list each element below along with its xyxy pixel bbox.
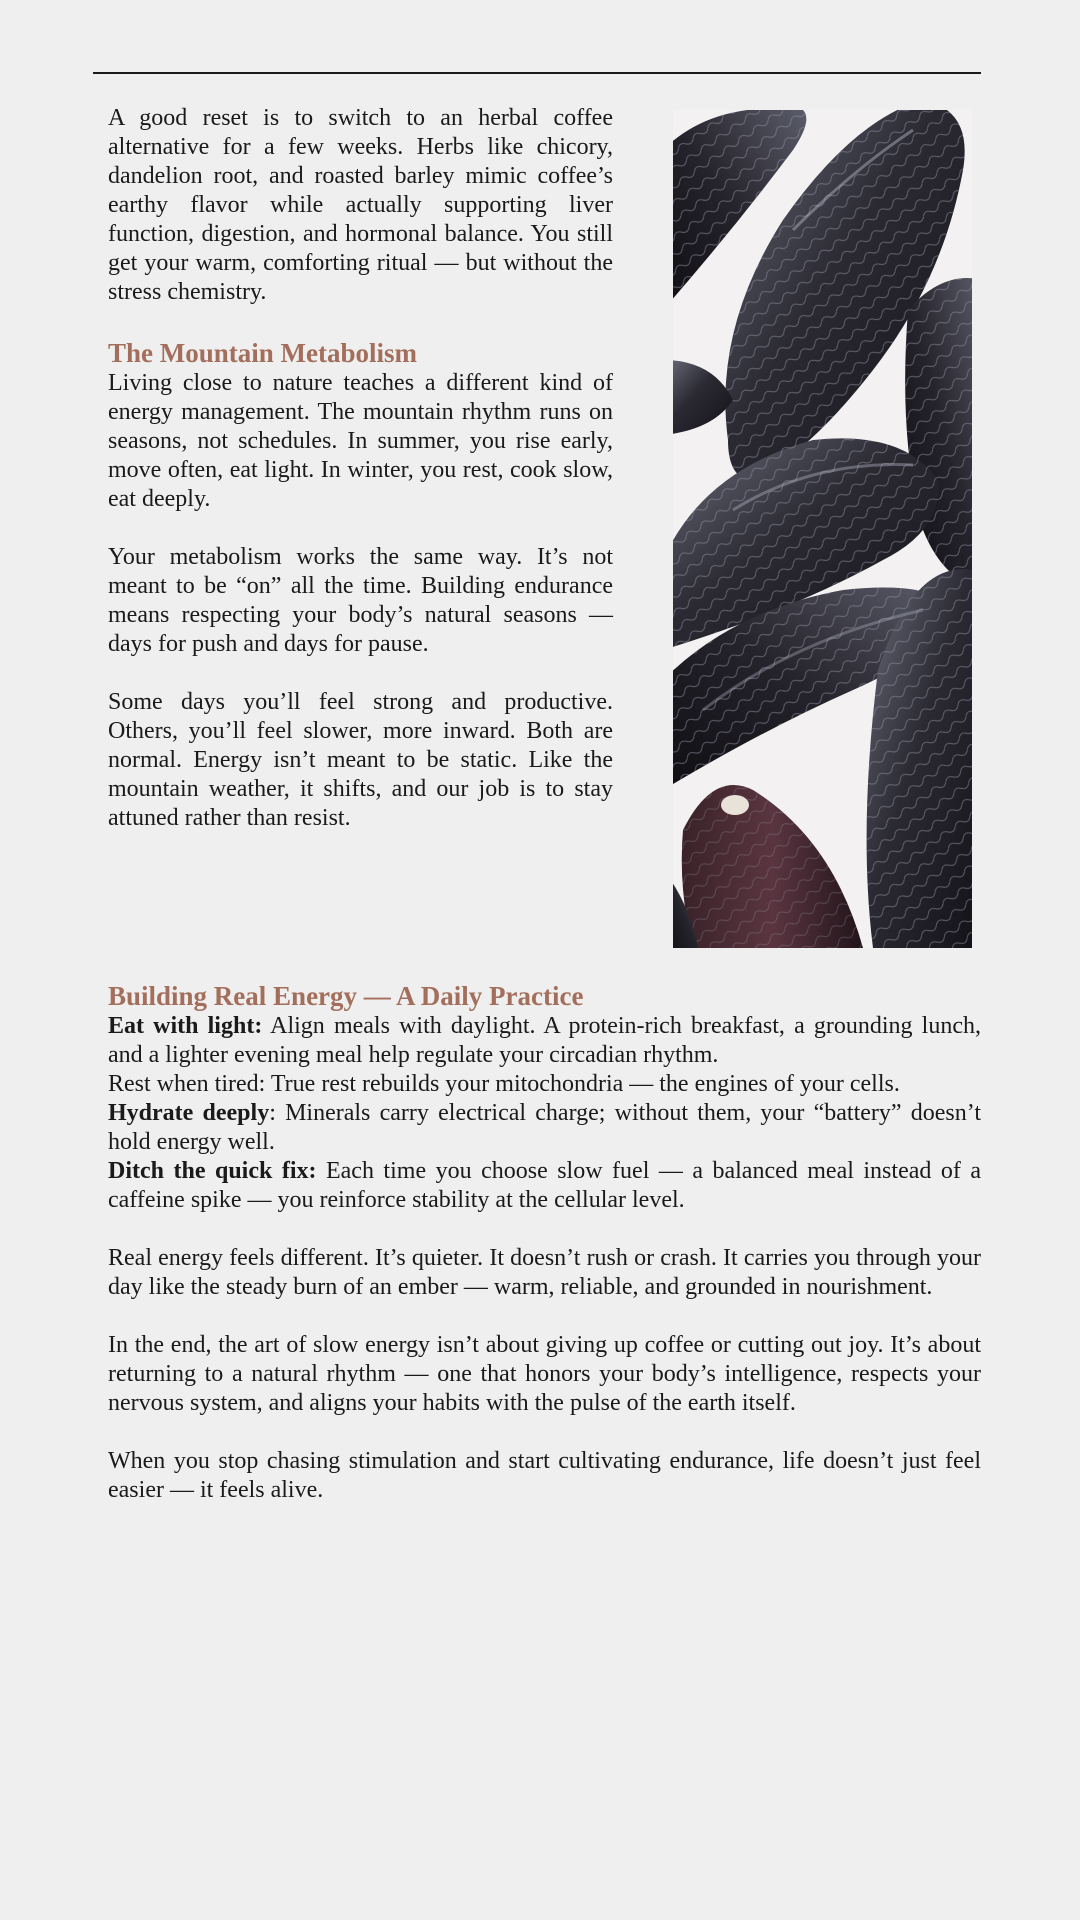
top-divider xyxy=(93,72,981,74)
section-heading-daily-practice: Building Real Energy — A Daily Practice xyxy=(108,981,584,1011)
mountain-paragraph: Living close to nature teaches a different kind of energy management. The mountain rhythm runs on seasons, not schedules. In summer, you rise early, move often, eat light. In winter, you rest, cook slow, eat deeply. xyxy=(108,370,613,512)
section-heading-mountain-metabolism: The Mountain Metabolism xyxy=(108,338,418,368)
vanilla-beans-image xyxy=(673,110,972,948)
left-column xyxy=(108,104,613,833)
mountain-paragraph: Some days you’ll feel strong and productive. Others, you’ll feel slower, more inward. Both are normal. Energy isn’t meant to be static. Like the mountain weather, it shifts, and our job is to stay attuned rather than resist. xyxy=(108,689,613,831)
intro-paragraph: A good reset is to switch to an herbal coffee alternative for a few weeks. Herbs like chicory, dandelion root, and roasted barley mimic coffee’s earthy flavor while actually supporting liver function, digestion, and hormonal balance. You still get your warm, comforting ritual — but without the stress chemistry. xyxy=(108,105,613,305)
closing-paragraph: Real energy feels different. It’s quieter. It doesn’t rush or crash. It carries you through your day like the steady burn of an ember — warm, reliable, and grounded in nourishment. xyxy=(108,1245,981,1300)
practice-item-ditch-quick-fix: Ditch the quick fix: Each time you choose slow fuel — a balanced meal instead of a caffeine spike — you reinforce stability at the cellular level. xyxy=(108,1158,981,1213)
practice-item-hydrate-deeply: Hydrate deeply: Minerals carry electrical charge; without them, your “battery” doesn’t hold energy well. xyxy=(108,1100,981,1155)
daily-practice-section xyxy=(108,980,981,1505)
mountain-paragraph: Your metabolism works the same way. It’s not meant to be “on” all the time. Building endurance means respecting your body’s natural seasons — days for push and days for pause. xyxy=(108,544,613,657)
practice-item-rest-when-tired: Rest when tired: True rest rebuilds your mitochondria — the engines of your cells. xyxy=(108,1071,900,1097)
vanilla-beans-photo xyxy=(673,110,972,948)
closing-paragraph: When you stop chasing stimulation and start cultivating endurance, life doesn’t just feel easier — it feels alive. xyxy=(108,1448,981,1503)
practice-item-eat-with-light: Eat with light: Align meals with daylight. A protein-rich breakfast, a grounding lunch, and a lighter evening meal help regulate your circadian rhythm. xyxy=(108,1013,981,1068)
closing-paragraph: In the end, the art of slow energy isn’t about giving up coffee or cutting out joy. It’s about returning to a natural rhythm — one that honors your body’s intelligence, respects your nervous system, and aligns your habits with the pulse of the earth itself. xyxy=(108,1332,981,1416)
